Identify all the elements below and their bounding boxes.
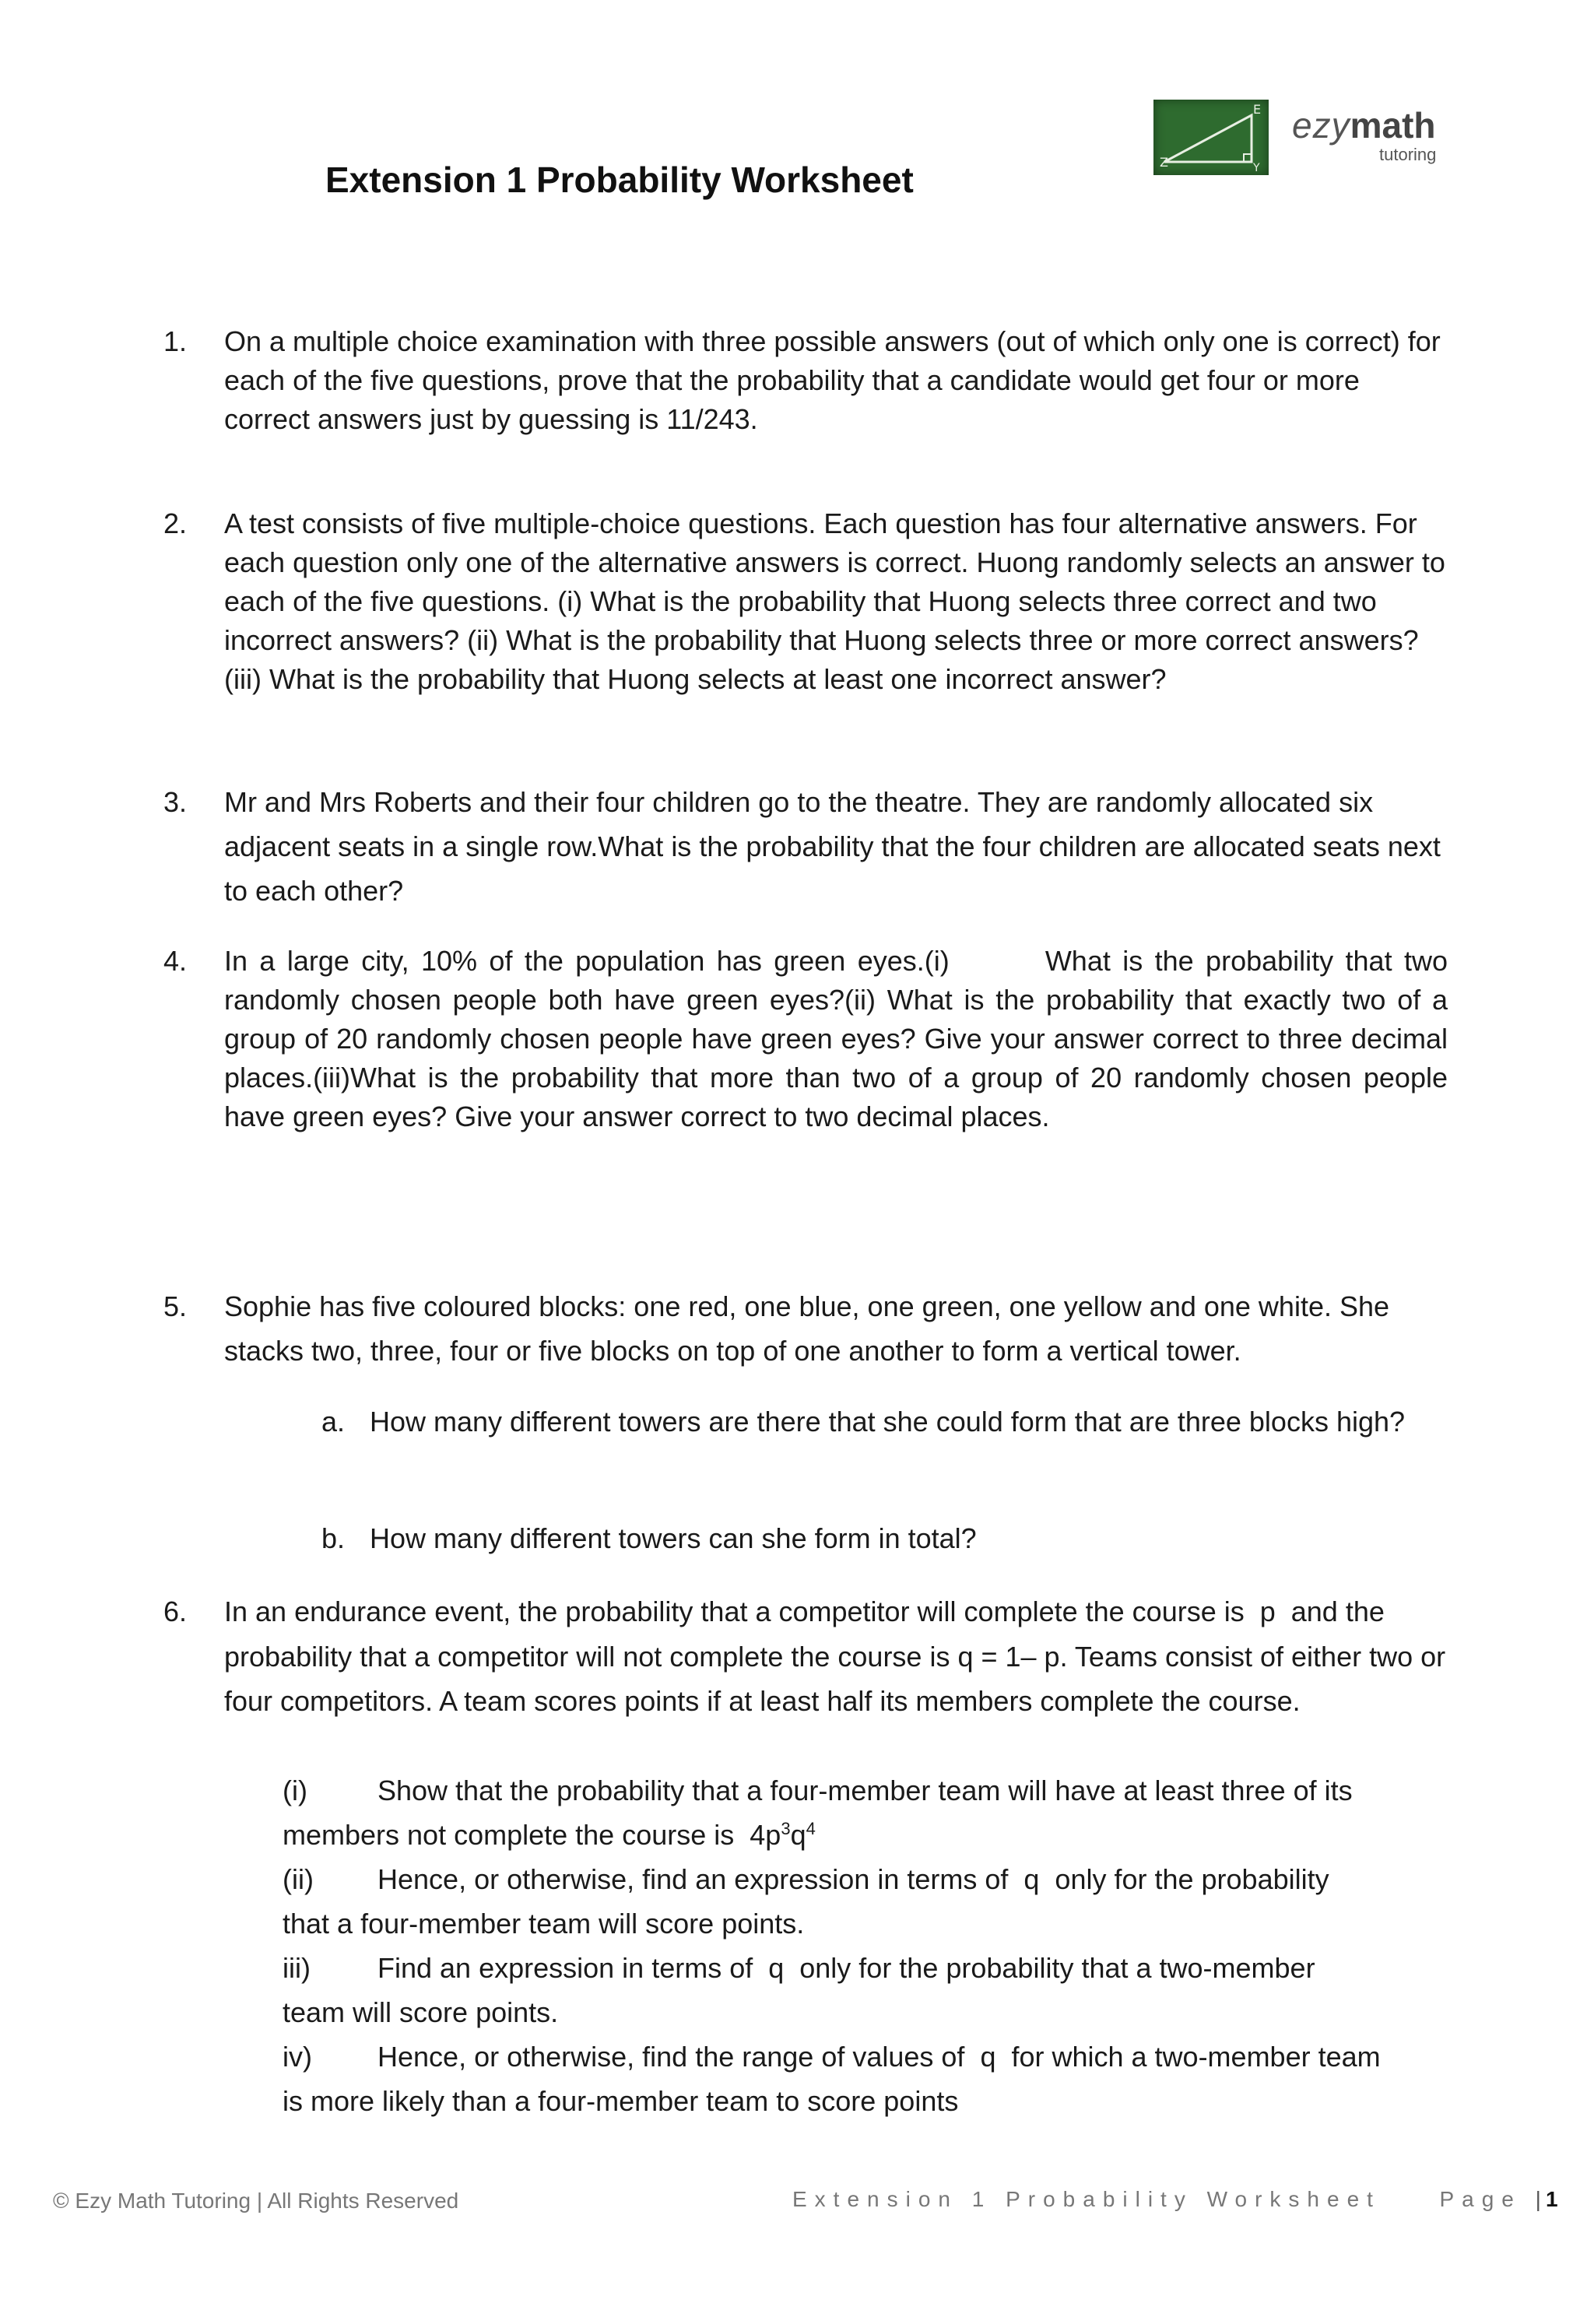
svg-text:Z: Z	[1160, 155, 1168, 170]
question-number: 3.	[163, 786, 188, 818]
question-text: In an endurance event, the probability that a competitor will complete the course is p and the probability that a competitor will not complete the course is q = 1– p. Teams consist of either two or four competitors. A team scores points if at least half its members complete the course.	[224, 1596, 1454, 1717]
part-text: members not complete the course is 4p	[283, 1819, 781, 1851]
footer-page-label: Page	[1439, 2187, 1522, 2211]
brand-math: math	[1350, 105, 1436, 146]
exponent: 3	[781, 1819, 791, 1838]
part-text: Find an expression in terms of q only for the probability that a two-member	[377, 1952, 1315, 1984]
sub-text: How many different towers can she form in total?	[370, 1522, 977, 1554]
question-5-part-a	[321, 1404, 1413, 1440]
question-number: 5.	[163, 1290, 188, 1322]
brand-tutoring: tutoring	[1379, 145, 1437, 164]
footer-running-header	[792, 2187, 1558, 2212]
question-6-part-i	[283, 1768, 1450, 1857]
question-text: A test consists of five multiple-choice questions. Each question has four alternative answers. For each question only one of the alternative answers is correct. Huong randomly selects an answer to each of the five questions. (i) What is the probability that Huong selects three correct and two incorrect answers? (ii) What is the probability that Huong selects three or more correct answers? (iii) What is the probability that Huong selects at least one incorrect answer?	[224, 507, 1445, 695]
question-number: 4.	[163, 945, 188, 977]
question-text: In a large city, 10% of the population has green eyes.(i) What is the probability that two randomly chosen people both have green eyes?(ii) What is the probability that exactly two of a group of 20 randomly chosen people have green eyes? Give your answer correct to three decimal places.(iii)What is the probability that more than two of a group of 20 randomly chosen people have green eyes? Give your answer correct to two decimal places.	[224, 945, 1456, 1132]
part-text: is more likely than a four-member team to score points	[283, 2085, 959, 2117]
part-text: that a four-member team will score points.	[283, 1908, 805, 1940]
part-label: (i)	[283, 1775, 307, 1806]
question-number: 2.	[163, 507, 188, 539]
part-text: Hence, or otherwise, find the range of values of q for which a two-member team	[377, 2041, 1381, 2073]
worksheet-title: Extension 1 Probability Worksheet	[325, 160, 914, 200]
variable-q: q	[790, 1819, 806, 1851]
question-number: 1.	[163, 325, 188, 357]
chalkboard-triangle-icon	[1153, 100, 1269, 175]
question-3	[163, 780, 1448, 913]
exponent: 4	[806, 1819, 816, 1838]
question-text: On a multiple choice examination with three possible answers (out of which only one is correct) for each of the five questions, prove that the probability that a candidate would get four or more correct answers just by guessing is 11/243.	[224, 325, 1441, 435]
question-6-part-iv	[283, 2034, 1450, 2123]
question-6	[163, 1589, 1454, 1724]
footer-copyright: © Ezy Math Tutoring | All Rights Reserved	[53, 2189, 459, 2213]
question-number: 6.	[163, 1596, 188, 1627]
svg-text:Y: Y	[1253, 162, 1260, 174]
part-text: Show that the probability that a four-member team will have at least three of its	[377, 1775, 1353, 1806]
ezy-math-logo	[1153, 100, 1449, 177]
part-text: team will score points.	[283, 1996, 559, 2028]
question-text: Mr and Mrs Roberts and their four children go to the theatre. They are randomly allocated six adjacent seats in a single row.What is the probability that the four children are allocated seats next to each other?	[224, 786, 1441, 907]
sub-text: How many different towers are there that she could form that are three blocks high?	[370, 1406, 1406, 1438]
part-label: iii)	[283, 1952, 311, 1984]
footer-separator: |	[1535, 2187, 1546, 2211]
part-label: (ii)	[283, 1863, 314, 1895]
question-4	[163, 942, 1456, 1136]
question-5	[163, 1284, 1448, 1373]
question-2	[163, 504, 1448, 699]
sub-label: a.	[321, 1406, 346, 1438]
svg-text:E: E	[1253, 102, 1262, 117]
question-text: Sophie has five coloured blocks: one red, one blue, one green, one yellow and one white. She stacks two, three, four or five blocks on top of one another to form a vertical tower.	[224, 1290, 1390, 1367]
question-1	[163, 322, 1448, 439]
question-6-part-ii	[283, 1857, 1450, 1946]
part-text: Hence, or otherwise, find an expression in terms of q only for the probability	[377, 1863, 1329, 1895]
question-6-part-iii	[283, 1946, 1450, 2034]
page-number: 1	[1545, 2187, 1558, 2211]
part-label: iv)	[283, 2041, 312, 2073]
footer-running-title: Extension 1 Probability Worksheet	[792, 2187, 1381, 2211]
question-5-part-b	[321, 1521, 1413, 1557]
brand-ezy: ezy	[1292, 105, 1350, 146]
sub-label: b.	[321, 1522, 346, 1554]
brand-wordmark	[1292, 104, 1436, 146]
